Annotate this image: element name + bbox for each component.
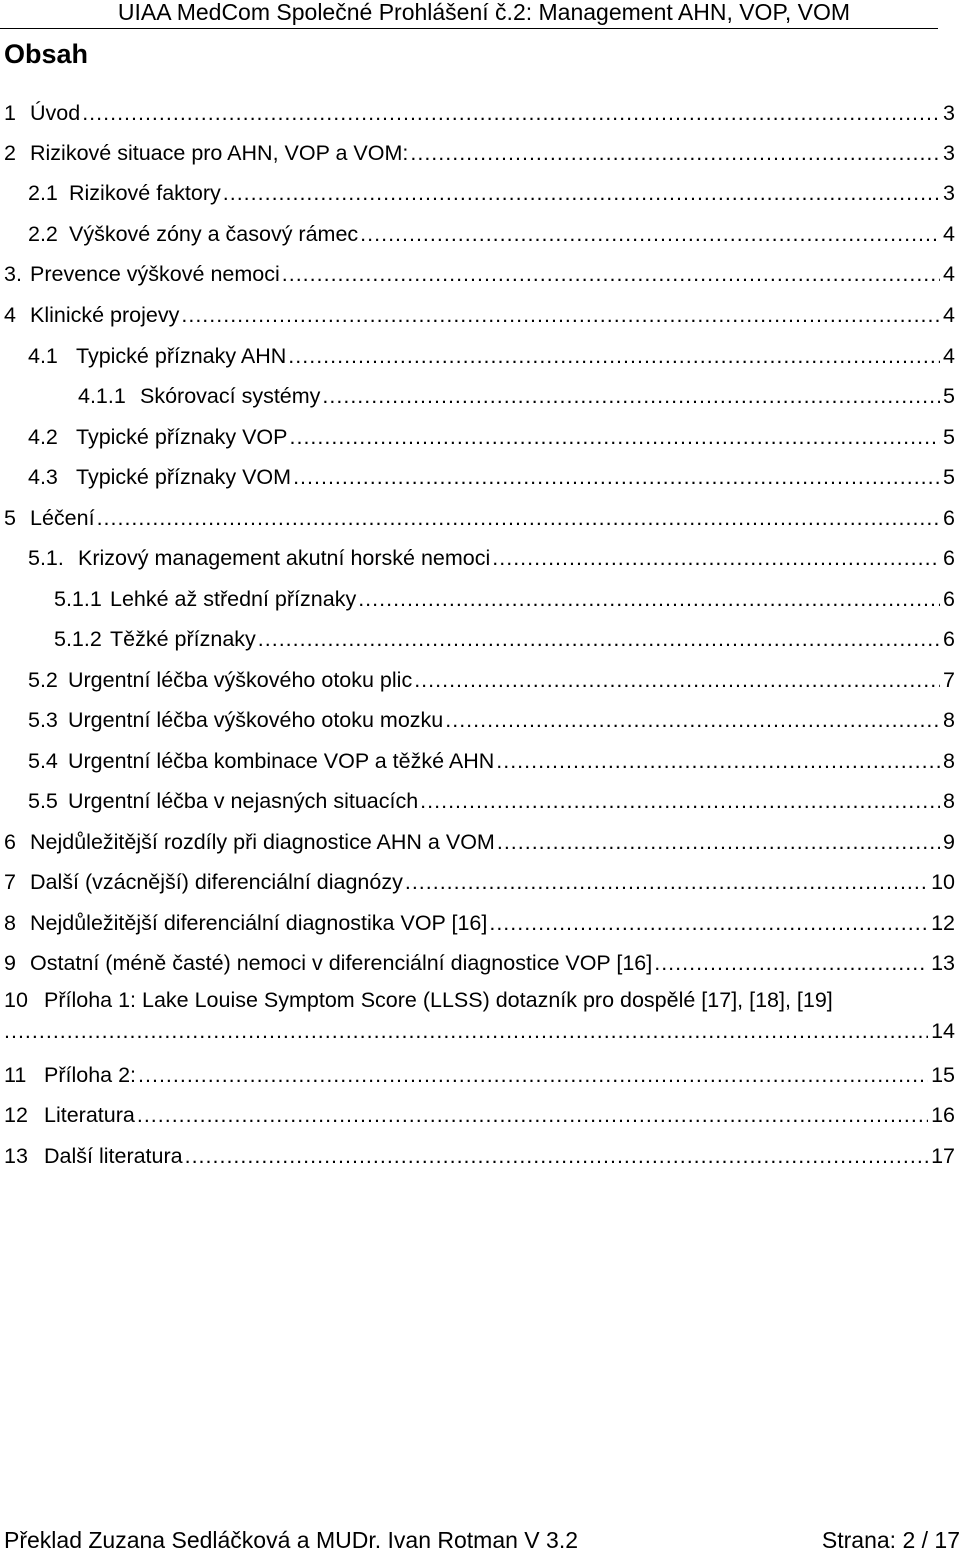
toc-entry[interactable] [4, 500, 955, 536]
toc-entry[interactable] [28, 783, 955, 819]
toc-dot-leader [282, 256, 940, 292]
toc-dot-leader [97, 500, 940, 536]
toc-entry-number: 10 [4, 988, 28, 1012]
toc-entry-page: 14 [931, 1019, 955, 1043]
toc-dot-leader [420, 783, 940, 819]
toc-entry-label: Další (vzácnější) diferenciální diagnózy [30, 870, 403, 894]
toc-entry-label: Další literatura [44, 1144, 183, 1168]
toc-entry[interactable] [28, 540, 955, 576]
toc-entry-label: Urgentní léčba výškového otoku plic [68, 668, 413, 692]
page-header [0, 0, 938, 29]
toc-entry-label: Těžké příznaky [110, 627, 256, 651]
toc-entry-page: 6 [943, 546, 955, 570]
toc-entry[interactable] [28, 662, 955, 698]
toc-dot-leader [405, 864, 928, 900]
toc-entry-label: Urgentní léčba výškového otoku mozku [68, 708, 444, 732]
toc-entry-label: Úvod [30, 101, 81, 125]
toc-entry-number: 5.1. [28, 546, 64, 570]
toc-entry-label: Prevence výškové nemoci [30, 262, 280, 286]
toc-entry-number: 7 [4, 870, 16, 894]
toc-entry-page: 12 [931, 911, 955, 935]
toc-entry-number: 2.2 [28, 222, 58, 246]
toc-entry-label: Skórovací systémy [140, 384, 321, 408]
toc-entry-page: 4 [943, 303, 955, 327]
toc-dot-leader [288, 338, 940, 374]
toc-entry[interactable] [4, 945, 955, 981]
toc-dot-leader [181, 297, 940, 333]
toc-entry-number: 9 [4, 951, 16, 975]
toc-dot-leader [137, 1097, 928, 1133]
toc-entry-page: 6 [943, 587, 955, 611]
toc-entry-page: 8 [943, 789, 955, 813]
toc-entry-label: Literatura [44, 1103, 135, 1127]
toc-entry-number: 6 [4, 830, 16, 854]
toc-entry-number: 5.1.1 [54, 587, 102, 611]
toc-dot-leader [293, 459, 940, 495]
toc-entry-number: 4.1 [28, 344, 58, 368]
toc-entry-number: 4.2 [28, 425, 58, 449]
footer-page-number: Strana: 2 / 17 [821, 1527, 960, 1553]
toc-entry[interactable] [4, 985, 955, 1047]
toc-entry[interactable] [28, 419, 955, 455]
toc-entry-label: Urgentní léčba v nejasných situacích [68, 789, 419, 813]
toc-entry[interactable] [4, 95, 955, 131]
toc-entry-number: 12 [4, 1103, 28, 1127]
toc-entry-label: Příloha 1: Lake Louise Symptom Score (LLSS) dotazník pro dospělé [17], [18], [19] [44, 988, 833, 1012]
toc-entry[interactable] [28, 216, 955, 252]
toc-entry-label: Ostatní (méně časté) nemoci v diferenciální diagnostice VOP [16] [30, 951, 653, 975]
toc-entry-label: Lehké až střední příznaky [110, 587, 357, 611]
toc-entry-page: 5 [943, 465, 955, 489]
toc-entry-number: 3. [4, 262, 22, 286]
toc-entry-page: 8 [943, 708, 955, 732]
toc-entry[interactable] [28, 702, 955, 738]
toc-entry-label: Výškové zóny a časový rámec [69, 222, 359, 246]
toc-heading: Obsah [4, 39, 89, 69]
header-title: UIAA MedCom Společné Prohlášení č.2: Management AHN, VOP, VOM [117, 0, 850, 25]
toc-dot-leader [185, 1138, 928, 1174]
toc-dot-leader [82, 95, 940, 131]
toc-dot-leader [223, 175, 940, 211]
toc-dot-leader [414, 662, 940, 698]
toc-entry[interactable] [28, 175, 955, 211]
toc-entry-number: 4 [4, 303, 16, 327]
toc-entry-page: 17 [931, 1144, 955, 1168]
page-footer [0, 1526, 960, 1554]
toc-entry-page: 6 [943, 627, 955, 651]
toc-entry-label: Urgentní léčba kombinace VOP a těžké AHN [68, 749, 495, 773]
toc-entry-page: 5 [943, 425, 955, 449]
toc-entry-number: 13 [4, 1144, 28, 1168]
toc-entry-label: Léčení [30, 506, 95, 530]
toc-entry-page: 3 [943, 101, 955, 125]
toc-entry-page: 7 [943, 668, 955, 692]
toc-entry[interactable] [54, 621, 955, 657]
toc-entry-label: Typické příznaky AHN [76, 344, 287, 368]
toc-entry[interactable] [4, 1057, 955, 1093]
toc-dot-leader [492, 540, 940, 576]
toc-entry[interactable] [78, 378, 955, 414]
toc-entry-number: 5.3 [28, 708, 58, 732]
toc-entry-page: 5 [943, 384, 955, 408]
toc-entry-label: Nejdůležitější rozdíly při diagnostice AHN a VOM [30, 830, 495, 854]
toc-dot-leader [322, 378, 940, 414]
toc-entry-number: 4.1.1 [78, 384, 126, 408]
toc-entry-label: Příloha 2: [44, 1063, 137, 1087]
toc-entry-number: 1 [4, 101, 16, 125]
toc-entry-page: 3 [943, 181, 955, 205]
toc-entry[interactable] [28, 743, 955, 779]
toc-entry-page: 10 [931, 870, 955, 894]
toc-entry-label: Rizikové faktory [69, 181, 221, 205]
toc-dot-leader [654, 945, 928, 981]
toc-dot-leader [4, 1015, 928, 1047]
toc-dot-leader [358, 581, 940, 617]
footer-credits: Překlad Zuzana Sedláčková a MUDr. Ivan Rotman V 3.2 [4, 1527, 579, 1553]
toc-dot-leader [360, 216, 940, 252]
toc-entry-number: 5 [4, 506, 16, 530]
toc-entry-number: 2 [4, 141, 16, 165]
toc-entry-label: Klinické projevy [30, 303, 180, 327]
toc-entry-page: 6 [943, 506, 955, 530]
toc-dot-leader [138, 1057, 928, 1093]
toc-entry[interactable] [28, 459, 955, 495]
toc-dot-leader [258, 621, 940, 657]
toc-entry[interactable] [4, 256, 955, 292]
toc-entry-label: Rizikové situace pro AHN, VOP a VOM: [30, 141, 409, 165]
toc-entry-label: Typické příznaky VOM [76, 465, 292, 489]
toc-entry-page: 15 [931, 1063, 955, 1087]
toc-entry-page: 9 [943, 830, 955, 854]
toc-entry[interactable] [4, 297, 955, 333]
toc-entry-page: 13 [931, 951, 955, 975]
toc-entry[interactable] [4, 1138, 955, 1174]
toc-entry-page: 8 [943, 749, 955, 773]
toc-dot-leader [290, 419, 941, 455]
toc-dot-leader [445, 702, 940, 738]
toc-entry-page: 16 [931, 1103, 955, 1127]
toc-entry-number: 5.2 [28, 668, 58, 692]
toc-entry-label: Krizový management akutní horské nemoci [78, 546, 491, 570]
toc-entry-number: 2.1 [28, 181, 58, 205]
toc-entry-number: 11 [4, 1063, 27, 1087]
toc-entry[interactable] [4, 1097, 955, 1133]
toc-entry-number: 5.4 [28, 749, 58, 773]
toc-dot-leader [410, 135, 940, 171]
toc-entry-page: 4 [943, 262, 955, 286]
toc-entry[interactable] [4, 864, 955, 900]
toc-entry-page: 3 [943, 141, 955, 165]
toc-dot-leader [489, 905, 928, 941]
toc-entry-number: 5.5 [28, 789, 58, 813]
toc-entry-label: Typické příznaky VOP [76, 425, 288, 449]
toc-entry-page: 4 [943, 344, 955, 368]
toc-entry[interactable] [4, 824, 955, 860]
toc-entry[interactable] [4, 905, 955, 941]
toc-entry[interactable] [4, 135, 955, 171]
toc-entry-number: 5.1.2 [54, 627, 102, 651]
toc-entry-label: Nejdůležitější diferenciální diagnostika VOP [16] [30, 911, 488, 935]
toc-entry-number: 8 [4, 911, 16, 935]
toc-dot-leader [496, 743, 940, 779]
toc-entry-page: 4 [943, 222, 955, 246]
toc-entry-number: 4.3 [28, 465, 58, 489]
toc-entry[interactable] [28, 338, 955, 374]
toc-dot-leader [497, 824, 940, 860]
toc-entry[interactable] [54, 581, 955, 617]
